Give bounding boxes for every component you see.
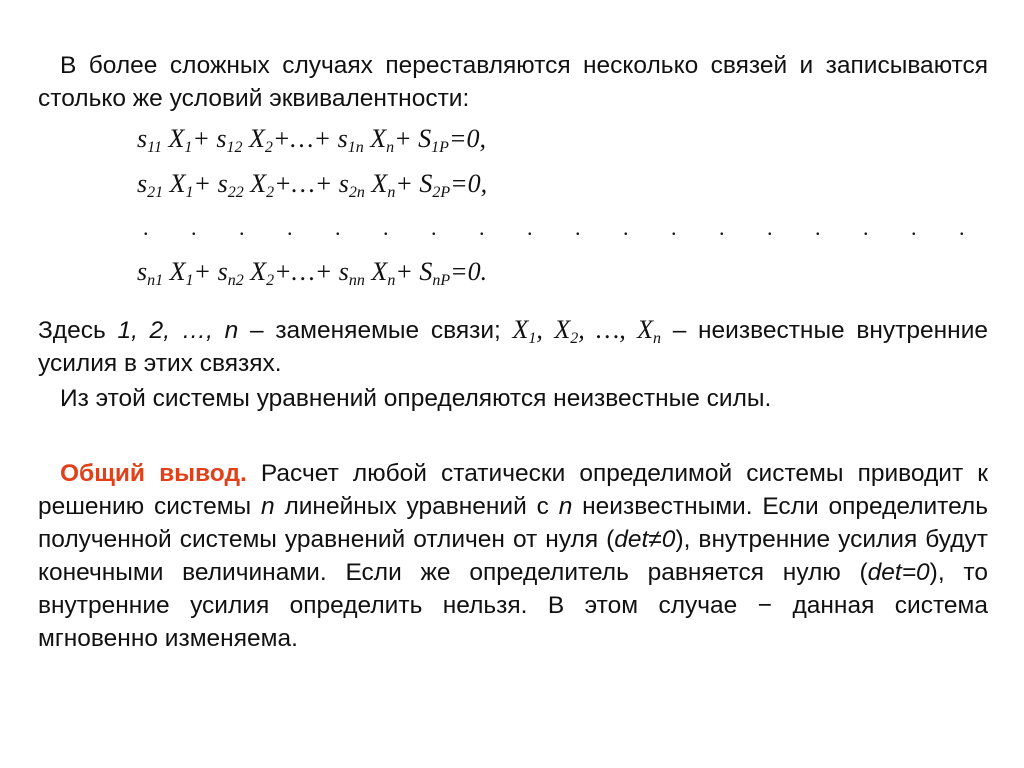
eq2-coef2-sub: 22: [227, 184, 244, 201]
eq2-ellipsis: +…+: [274, 169, 333, 198]
intro-text: В более сложных случаях переставляются несколько связей и записываются столько же условий эквивалентности:: [38, 52, 988, 112]
eq2-coef1: s: [137, 169, 148, 198]
here-dots: …: [596, 315, 620, 344]
here-x2: $X_2$: [554, 315, 579, 347]
from-system-paragraph: [38, 382, 988, 415]
conclusion-label: Общий вывод.: [60, 460, 247, 487]
ellipsis-row: . . . . . . . . . . . . . . . . . .: [143, 215, 983, 240]
eq2-free-term: S: [419, 169, 433, 198]
equation-1: $s_{11}$ $X_1+ s_{12}$ $X_2+\dots+ s_{1n}$ $X_n+ S_{1P}=0$,: [137, 124, 486, 156]
eq1-x1: X: [168, 124, 185, 153]
here-sep-3: ,: [619, 315, 638, 344]
eq1-coef2: s: [216, 124, 227, 153]
eqn-coef1-sub: n1: [147, 272, 164, 289]
eqn-coefn-sub: nn: [348, 272, 365, 289]
eq2-x1: X: [169, 169, 186, 198]
eq1-x2-sub: 2: [264, 139, 273, 156]
eq2-xn-sub: n: [387, 184, 396, 201]
here-middle: – заменяемые связи;: [238, 317, 513, 344]
eqn-tail: =0.: [450, 257, 488, 286]
conclusion-n-2: n: [558, 493, 573, 520]
eqn-coef2: s: [217, 257, 228, 286]
equation-2: $s_{21}$ $X_1+ s_{22}$ $X_2+\dots+ s_{2n}$ $X_n+ S_{2P}=0$,: [137, 169, 488, 201]
equation-n: $s_{n1}$ $X_1+ s_{n2}$ $X_2+\dots+ s_{nn}$ $X_n+ S_{nP}=0$.: [137, 257, 488, 289]
intro-paragraph: [38, 49, 988, 115]
eq1-xn-sub: n: [386, 139, 395, 156]
eqn-xn: X: [371, 257, 388, 286]
eqn-free-term-sub: nP: [432, 272, 451, 289]
eqn-coef2-sub: n2: [227, 272, 244, 289]
eq2-x2: X: [250, 169, 267, 198]
conclusion-n-1: n: [260, 493, 275, 520]
eqn-free-term: S: [419, 257, 433, 286]
eq2-free-term-sub: 2P: [432, 184, 451, 201]
eqn-x1: X: [169, 257, 186, 286]
eq2-xn: X: [371, 169, 388, 198]
conclusion-det-nonzero: det≠0: [614, 526, 676, 553]
eq1-free-term: S: [418, 124, 432, 153]
here-sep-1: ,: [536, 315, 555, 344]
eq1-free-term-sub: 1P: [431, 139, 449, 156]
eqn-ellipsis: +…+: [274, 257, 333, 286]
eq2-x1-sub: 1: [185, 184, 194, 201]
eq1-x1-sub: 1: [184, 139, 193, 156]
eq1-tail: =0,: [448, 124, 486, 153]
here-paragraph: [38, 313, 988, 380]
eq2-tail: =0,: [450, 169, 488, 198]
conclusion-text-2: линейных уравнений с: [274, 493, 559, 520]
eq1-coef1-sub: 11: [147, 139, 162, 156]
eqn-x2: X: [250, 257, 267, 286]
eqn-xn-sub: n: [387, 272, 396, 289]
eqn-coefn: s: [338, 257, 349, 286]
eq2-coef2: s: [217, 169, 228, 198]
conclusion-text-4: ), внутренние усилия будут конечными величинами. Если же определитель равняется нулю (: [38, 526, 988, 586]
eqn-x1-sub: 1: [185, 272, 194, 289]
eq1-coefn: s: [337, 124, 348, 153]
here-sep-2: ,: [578, 315, 597, 344]
eq1-coefn-sub: 1n: [347, 139, 364, 156]
here-suffix: – неизвестные внутренние усилия в этих связях.: [38, 317, 989, 377]
here-x1: $X_1$: [512, 315, 537, 347]
conclusion-text-5: ), то внутренние усилия определить нельзя. В этом случае − данная система мгновенно изменяема.: [38, 559, 988, 652]
conclusion-paragraph: [38, 457, 988, 655]
here-indices: 1, 2, …, n: [117, 317, 239, 344]
eqn-x2-sub: 2: [266, 272, 275, 289]
conclusion-text-3: неизвестными. Если определитель полученной системы уравнений отличен от нуля (: [38, 493, 988, 553]
from-system-text: Из этой системы уравнений определяются неизвестные силы.: [60, 385, 772, 412]
eq2-coefn: s: [338, 169, 349, 198]
eq2-coefn-sub: 2n: [348, 184, 365, 201]
here-xn: $X_n$: [637, 315, 661, 347]
conclusion-det-zero: det=0: [867, 559, 930, 586]
eq1-coef2-sub: 12: [226, 139, 243, 156]
here-prefix: Здесь: [38, 317, 118, 344]
eq2-x2-sub: 2: [266, 184, 275, 201]
conclusion-text-1: Расчет любой статически определимой системы приводит к решению системы: [38, 460, 989, 520]
eqn-coef1: s: [137, 257, 148, 286]
eq1-x2: X: [249, 124, 265, 153]
eq1-ellipsis: +…+: [272, 124, 332, 153]
eq1-xn: X: [370, 124, 387, 153]
eq2-coef1-sub: 21: [147, 184, 164, 201]
eq1-coef1: s: [137, 124, 148, 153]
